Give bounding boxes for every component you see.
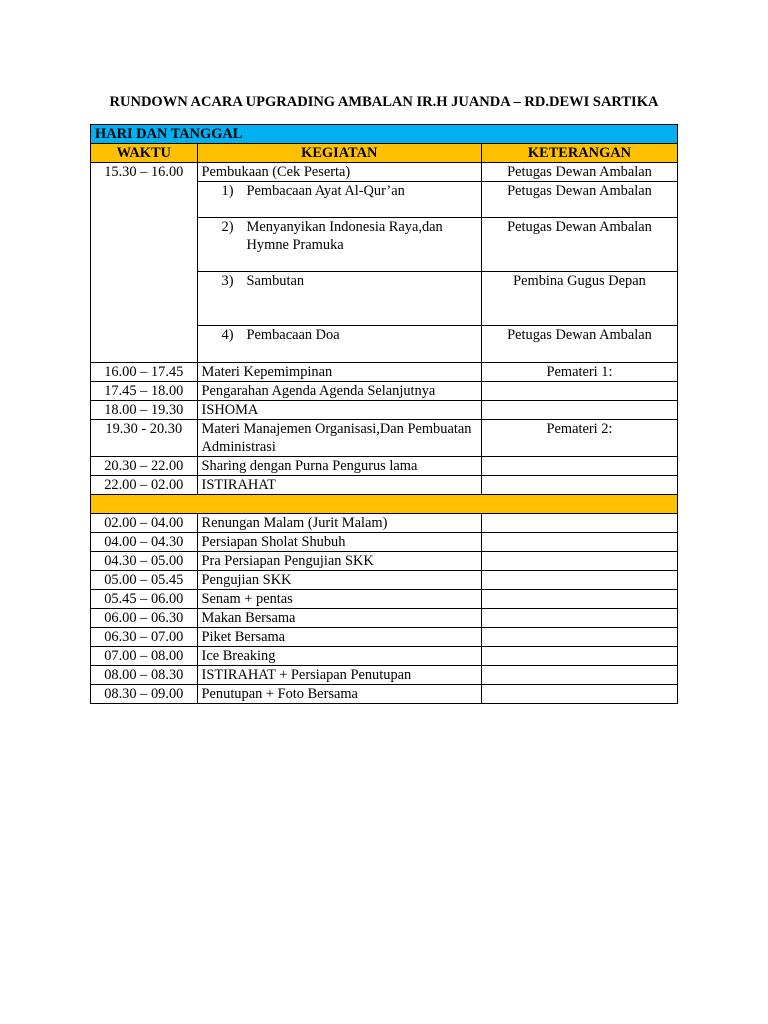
schedule-activity: ISTIRAHAT	[197, 476, 481, 495]
schedule-activity: Piket Bersama	[197, 628, 481, 647]
schedule-note	[481, 628, 677, 647]
schedule-note	[481, 609, 677, 628]
schedule-row	[91, 363, 678, 382]
schedule-time: 05.45 – 06.00	[91, 590, 198, 609]
day-date-header: HARI DAN TANGGAL	[91, 125, 678, 144]
schedule-row	[91, 609, 678, 628]
opening-title-note: Petugas Dewan Ambalan	[481, 163, 677, 182]
schedule-activity: Renungan Malam (Jurit Malam)	[197, 514, 481, 533]
item-number: 1)	[221, 183, 234, 199]
schedule-activity: Ice Breaking	[197, 647, 481, 666]
item-text: Pembacaan Ayat Al-Qur’an	[246, 183, 405, 199]
schedule-row	[91, 628, 678, 647]
opening-item-note: Petugas Dewan Ambalan	[481, 218, 677, 272]
schedule-time: 18.00 – 19.30	[91, 401, 198, 420]
item-text: Pembacaan Doa	[246, 327, 340, 343]
schedule-row	[91, 514, 678, 533]
schedule-note: Pemateri 1:	[481, 363, 677, 382]
item-text: Menyanyikan Indonesia Raya,dan Hymne Pramuka	[246, 219, 443, 253]
schedule-activity: Senam + pentas	[197, 590, 481, 609]
schedule-activity: Materi Manajemen Organisasi,Dan Pembuatan Administrasi	[197, 420, 481, 457]
schedule-activity: Sharing dengan Purna Pengurus lama	[197, 457, 481, 476]
schedule-time: 22.00 – 02.00	[91, 476, 198, 495]
schedule-row	[91, 590, 678, 609]
schedule-row	[91, 552, 678, 571]
schedule-row	[91, 420, 678, 457]
schedule-row	[91, 476, 678, 495]
schedule-note	[481, 476, 677, 495]
schedule-note	[481, 685, 677, 704]
schedule-time: 06.00 – 06.30	[91, 609, 198, 628]
schedule-row	[91, 685, 678, 704]
schedule-time: 02.00 – 04.00	[91, 514, 198, 533]
column-header-row	[91, 144, 678, 163]
schedule-note	[481, 382, 677, 401]
opening-item-activity	[197, 182, 481, 218]
opening-item-activity	[197, 326, 481, 363]
schedule-note	[481, 457, 677, 476]
schedule-row	[91, 571, 678, 590]
schedule-note	[481, 514, 677, 533]
opening-title-row	[91, 163, 678, 182]
opening-item-activity	[197, 218, 481, 272]
item-number: 4)	[221, 327, 234, 343]
schedule-time: 05.00 – 05.45	[91, 571, 198, 590]
document-title: RUNDOWN ACARA UPGRADING AMBALAN IR.H JUANDA – RD.DEWI SARTIKA	[109, 94, 659, 110]
schedule-time: 20.30 – 22.00	[91, 457, 198, 476]
opening-title: Pembukaan (Cek Peserta)	[197, 163, 481, 182]
schedule-time: 04.00 – 04.30	[91, 533, 198, 552]
schedule-row	[91, 382, 678, 401]
day-separator-row	[91, 495, 678, 514]
opening-time-cell: 15.30 – 16.00	[91, 163, 198, 363]
rundown-table	[90, 124, 678, 704]
schedule-note	[481, 666, 677, 685]
schedule-activity: Pra Persiapan Pengujian SKK	[197, 552, 481, 571]
schedule-time: 04.30 – 05.00	[91, 552, 198, 571]
schedule-activity: Pengujian SKK	[197, 571, 481, 590]
schedule-activity: Penutupan + Foto Bersama	[197, 685, 481, 704]
schedule-row	[91, 457, 678, 476]
schedule-note	[481, 552, 677, 571]
schedule-time: 08.30 – 09.00	[91, 685, 198, 704]
schedule-note	[481, 590, 677, 609]
schedule-activity: ISTIRAHAT + Persiapan Penutupan	[197, 666, 481, 685]
opening-item-note: Pembina Gugus Depan	[481, 272, 677, 326]
schedule-activity: Persiapan Sholat Shubuh	[197, 533, 481, 552]
schedule-row	[91, 533, 678, 552]
schedule-note	[481, 647, 677, 666]
item-text: Sambutan	[246, 273, 305, 289]
schedule-activity: Materi Kepemimpinan	[197, 363, 481, 382]
schedule-row	[91, 647, 678, 666]
schedule-activity: Makan Bersama	[197, 609, 481, 628]
opening-item-note: Petugas Dewan Ambalan	[481, 326, 677, 363]
schedule-activity: Pengarahan Agenda Agenda Selanjutnya	[197, 382, 481, 401]
schedule-note	[481, 401, 677, 420]
time-column-header: WAKTU	[91, 144, 198, 163]
item-number: 3)	[221, 273, 234, 289]
schedule-row	[91, 666, 678, 685]
schedule-note	[481, 533, 677, 552]
schedule-time: 17.45 – 18.00	[91, 382, 198, 401]
schedule-row	[91, 401, 678, 420]
day-separator	[91, 495, 678, 514]
activity-column-header: KEGIATAN	[197, 144, 481, 163]
note-column-header: KETERANGAN	[481, 144, 677, 163]
schedule-note	[481, 571, 677, 590]
schedule-time: 19.30 - 20.30	[91, 420, 198, 457]
item-number: 2)	[221, 219, 234, 235]
schedule-activity: ISHOMA	[197, 401, 481, 420]
schedule-note: Pemateri 2:	[481, 420, 677, 457]
opening-item-activity	[197, 272, 481, 326]
day-date-row	[91, 125, 678, 144]
opening-item-note: Petugas Dewan Ambalan	[481, 182, 677, 218]
schedule-time: 06.30 – 07.00	[91, 628, 198, 647]
schedule-time: 08.00 – 08.30	[91, 666, 198, 685]
schedule-time: 16.00 – 17.45	[91, 363, 198, 382]
schedule-time: 07.00 – 08.00	[91, 647, 198, 666]
